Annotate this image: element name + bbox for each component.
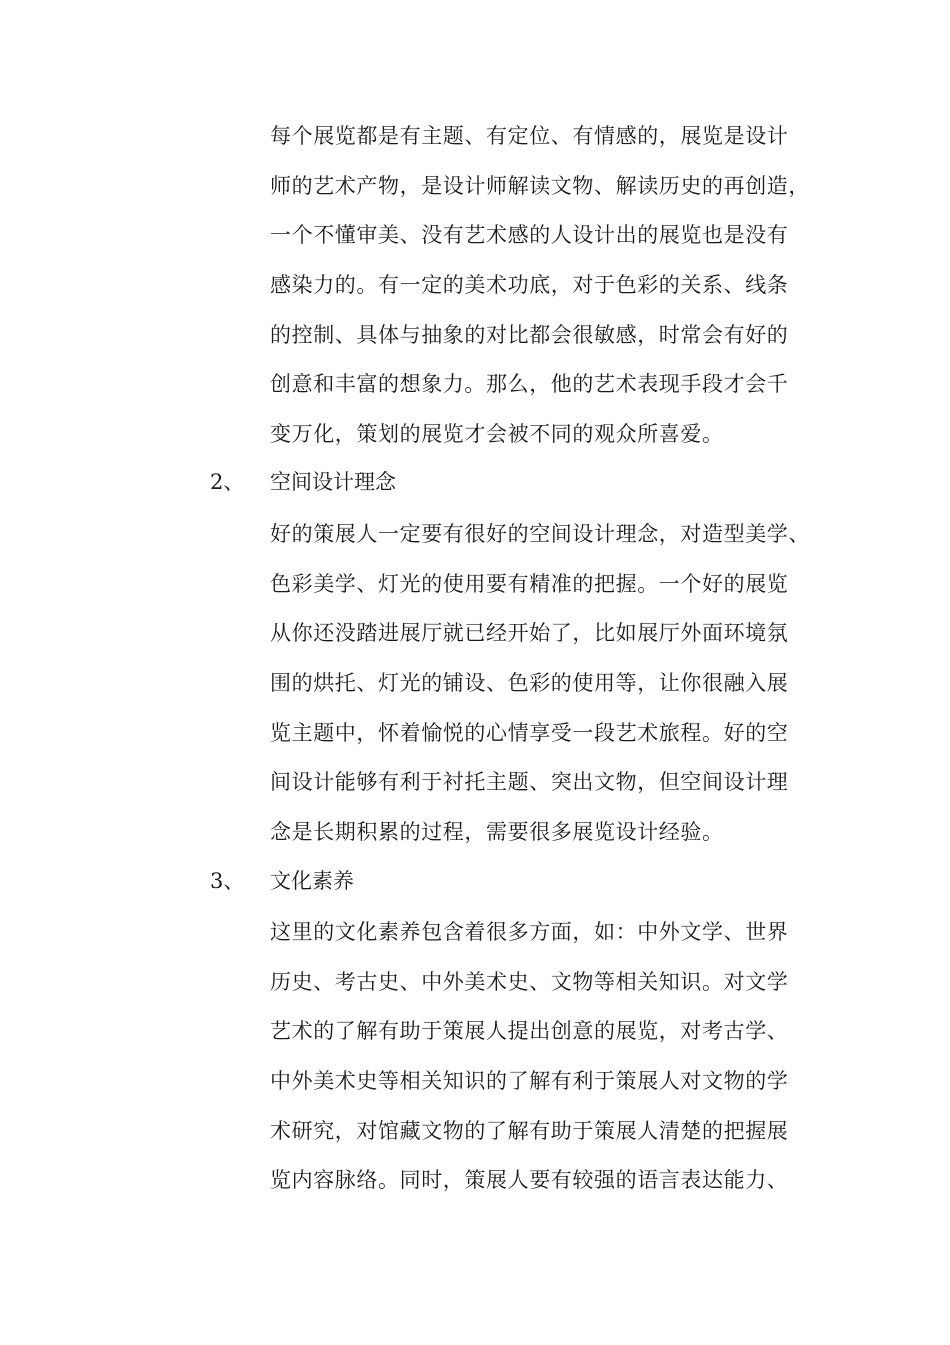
- text-line: 感染力的。有一定的美术功底，对于色彩的关系、线条: [270, 273, 789, 298]
- text-line: 创意和丰富的想象力。那么，他的艺术表现手段才会千: [270, 372, 789, 397]
- text-line: 的控制、具体与抽象的对比都会很敏感，时常会有好的: [270, 322, 789, 347]
- section-number: 2、: [210, 470, 245, 494]
- text-line: 一个不懂审美、没有艺术感的人设计出的展览也是没有: [270, 223, 789, 248]
- text-line: 变万化，策划的展览才会被不同的观众所喜爱。: [270, 422, 724, 447]
- section-number: 3、: [210, 869, 245, 893]
- text-line: 好的策展人一定要有很好的空间设计理念，对造型美学、: [270, 522, 810, 546]
- text-line: 览主题中，怀着愉悦的心情享受一段艺术旅程。好的空: [270, 720, 789, 745]
- text-line: 术研究，对馆藏文物的了解有助于策展人清楚的把握展: [270, 1118, 789, 1143]
- text-line: 色彩美学、灯光的使用要有精准的把握。一个好的展览: [270, 571, 789, 596]
- text-line: 艺术的了解有助于策展人提出创意的展览，对考古学、: [270, 1019, 789, 1044]
- text-line: 览内容脉络。同时，策展人要有较强的语言表达能力、: [270, 1168, 789, 1193]
- paragraph-space-design: [270, 510, 815, 858]
- paragraph-artistic-expression: [270, 112, 815, 460]
- section-heading-culture: [210, 866, 354, 896]
- text-line: 念是长期积累的过程，需要很多展览设计经验。: [270, 820, 724, 845]
- text-line: 每个展览都是有主题、有定位、有情感的，展览是设计: [270, 124, 789, 148]
- text-line: 从你还没踏进展厅就已经开始了，比如展厅外面环境氛: [270, 621, 789, 646]
- text-line: 中外美术史等相关知识的了解有利于策展人对文物的学: [270, 1069, 789, 1094]
- text-line: 围的烘托、灯光的铺设、色彩的使用等，让你很融入展: [270, 671, 789, 696]
- section-title: 空间设计理念: [270, 470, 396, 494]
- paragraph-culture: [270, 908, 815, 1206]
- text-line: 这里的文化素养包含着很多方面，如：中外文学、世界: [270, 920, 789, 944]
- section-heading-space-design: [210, 467, 396, 497]
- text-line: 历史、考古史、中外美术史、文物等相关知识。对文学: [270, 969, 789, 994]
- text-line: 师的艺术产物，是设计师解读文物、解读历史的再创造，: [270, 173, 810, 198]
- section-title: 文化素养: [270, 869, 354, 893]
- text-line: 间设计能够有利于衬托主题、突出文物，但空间设计理: [270, 770, 789, 795]
